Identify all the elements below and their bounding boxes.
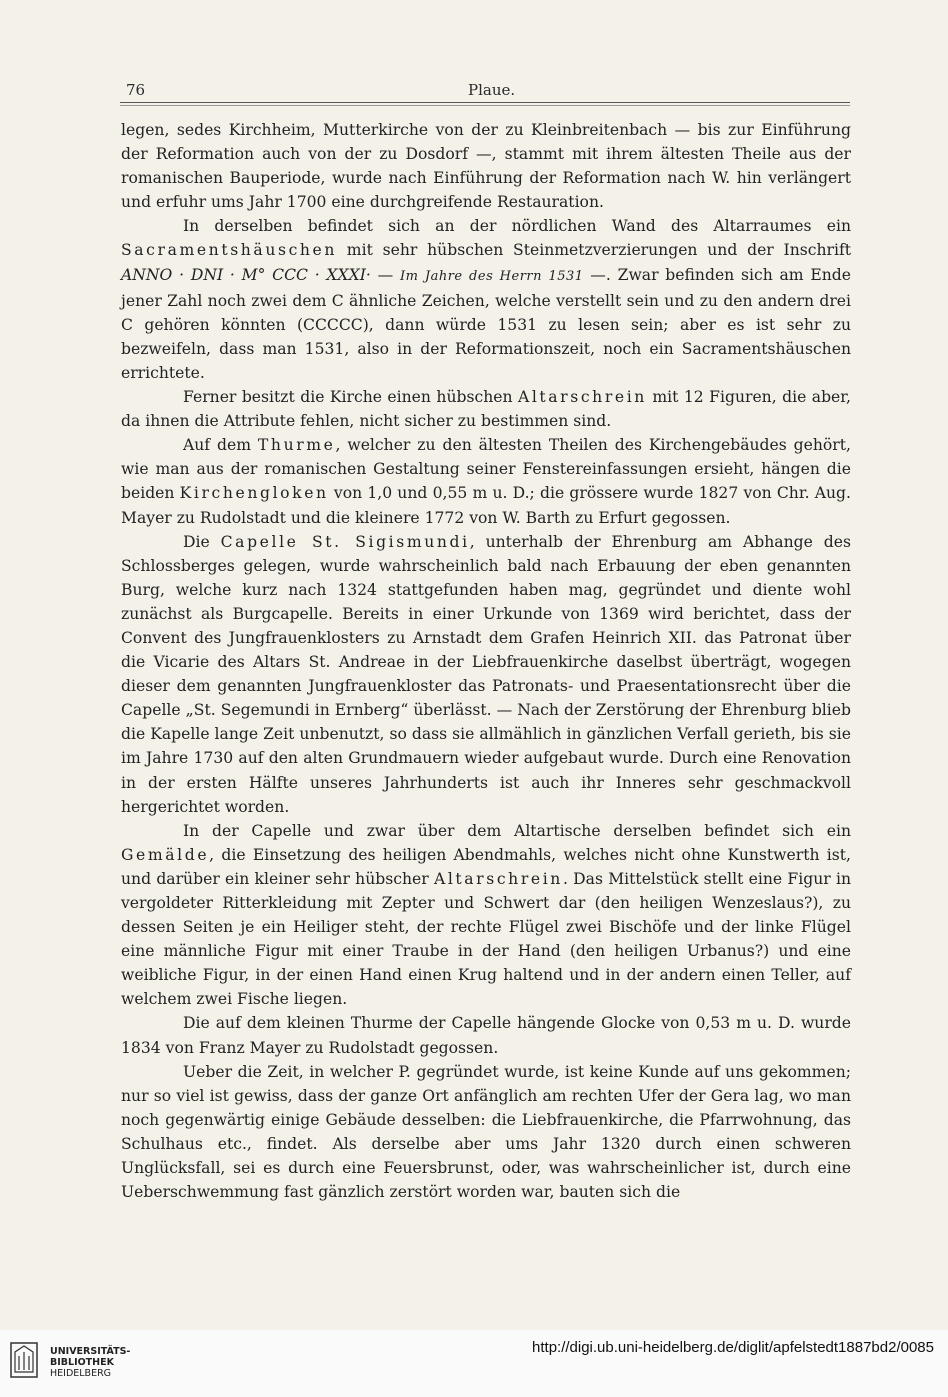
body-text	[121, 118, 851, 1204]
blackletter-text: Im Jahre des Herrn 1531	[399, 268, 584, 284]
paragraph: Ueber die Zeit, in welcher P. gegründet wurde, ist keine Kunde auf uns gekommen; nur so viel ist gewiss, dass der ganze Ort anfänglich am rechten Ufer der Gera lag, wo man noch gegenwärtig einige Gebäude desselben: die Liebfrauenkirche, die Pfarrwohnung, das Schulhaus etc., findet. Als derselbe aber ums Jahr 1320 durch einen schweren Unglücksfall, sei es durch eine Feuersbrunst, oder, was wahrscheinlicher ist, durch eine Ueberschwemmung fast gänzlich zerstört worden war, bauten sich die	[121, 1062, 851, 1202]
library-name: UNIVERSITÄTS- BIBLIOTHEK HEIDELBERG	[50, 1346, 131, 1379]
spaced-term: Gemälde	[121, 845, 210, 864]
header-rule-thin	[120, 105, 850, 106]
paragraph: Die Capelle St. Sigismundi, unterhalb der Ehrenburg am Abhange des Schlossberges gelegen, wurde wahrscheinlich bald nach Erbauung der eben genannten Burg, welche kurz nach 1324 stattgefunden haben mag, gegründet und diente wohl zunächst als Burgcapelle. Bereits in einer Urkunde von 1369 wird berichtet, dass der Convent des Jungfrauenklosters zu Arnstadt dem Grafen Heinrich XII. das Patronat über die Vicarie des Altars St. Andreae in der Liebfrauenkirche daselbst überträgt, wogegen dieser dem genannten Jungfrauenkloster das Patronats- und Praesentationsrecht über die Capelle „St. Segemundi in Ernberg“ überlässt. — Nach der Zerstörung der Ehrenburg blieb die Kapelle lange Zeit unbenutzt, so dass sie allmählich in gänzlichen Verfall gerieth, bis sie im Jahre 1730 auf den alten Grundmauern wieder aufgebaut wurde. Durch eine Renovation in der ersten Hälfte unseres Jahrhunderts ist auch ihr Inneres sehr geschmackvoll hergerichtet worden.	[121, 532, 851, 816]
paragraph: Auf dem Thurme, welcher zu den ältesten Theilen des Kirchengebäudes gehört, wie man aus der romanischen Gestaltung seiner Fenstereinfassungen ersieht, hängen die beiden Kirchengloken von 1,0 und 0,55 m u. D.; die grössere wurde 1827 von Chr. Aug. Mayer zu Rudolstadt und die kleinere 1772 von W. Barth zu Erfurt gegossen.	[121, 436, 851, 527]
header-rule	[120, 102, 850, 103]
spaced-term: Altarschrein	[433, 869, 563, 888]
permalink-url[interactable]: http://digi.ub.uni-heidelberg.de/diglit/apfelstedt1887bd2/0085	[532, 1339, 934, 1356]
paragraph: Die auf dem kleinen Thurme der Capelle hängende Glocke von 0,53 m u. D. wurde 1834 von Franz Mayer zu Rudolstadt gegossen.	[121, 1014, 851, 1057]
paragraph: In derselben befindet sich an der nördlichen Wand des Altarraumes ein Sacramentshäuschen mit sehr hübschen Steinmetzverzierungen und der Inschrift ANNO · DNI · M° CCC · XXXI· — Im Jahre des Herrn 1531 —. Zwar befinden sich am Ende jener Zahl noch zwei dem C ähnliche Zeichen, welche verstellt sein und zu den andern drei C gehören könnten (CCCCC), dann würde 1531 zu lesen sein; aber es ist sehr zu bezweifeln, dass man 1531, also in der Reformationszeit, noch ein Sacramentshäuschen errichtete.	[121, 217, 851, 382]
spaced-term: Capelle St. Sigismundi	[220, 532, 470, 551]
spaced-term: Kirchengloken	[179, 484, 329, 503]
running-header	[120, 79, 850, 103]
paragraph: Ferner besitzt die Kirche einen hübschen Altarschrein mit 12 Figuren, die aber, da ihnen die Attribute fehlen, nicht sicher zu bestimmen sind.	[121, 388, 851, 431]
page-number: 76	[126, 81, 146, 99]
university-seal-icon	[10, 1342, 38, 1378]
paragraph: In der Capelle und zwar über dem Altartische derselben befindet sich ein Gemälde, die Einsetzung des heiligen Abendmahls, welches nicht ohne Kunstwerth ist, und darüber ein kleiner sehr hübscher Altarschrein. Das Mittelstück stellt eine Figur in vergoldeter Ritterkleidung mit Zepter und Schwert dar (den heiligen Wenzeslaus?), zu dessen Seiten je ein Heiliger steht, der rechte Flügel zwei Bischöfe und der linke Flügel eine männliche Figur mit einer Traube in der Hand (den heiligen Urbanus?) und eine weibliche Figur, in der einen Hand einen Krug haltend und in der andern einen Teller, auf welchem zwei Fische liegen.	[121, 821, 851, 1009]
spaced-term: Altarschrein	[517, 388, 647, 407]
paragraph: legen, sedes Kirchheim, Mutterkirche von der zu Kleinbreitenbach — bis zur Einführung der Reformation auch von der zu Dosdorf —, stammt mit ihrem ältesten Theile aus der romanischen Bauperiode, wurde nach Einführung der Reformation nach W. hin verlängert und erfuhr ums Jahr 1700 eine durchgreifende Restauration.	[121, 121, 851, 212]
spaced-term: Sacramentshäuschen	[121, 241, 338, 260]
spaced-term: Thurme	[257, 436, 336, 455]
running-title: Plaue.	[468, 81, 516, 99]
inscription: ANNO · DNI · M° CCC · XXXI·	[121, 265, 371, 284]
